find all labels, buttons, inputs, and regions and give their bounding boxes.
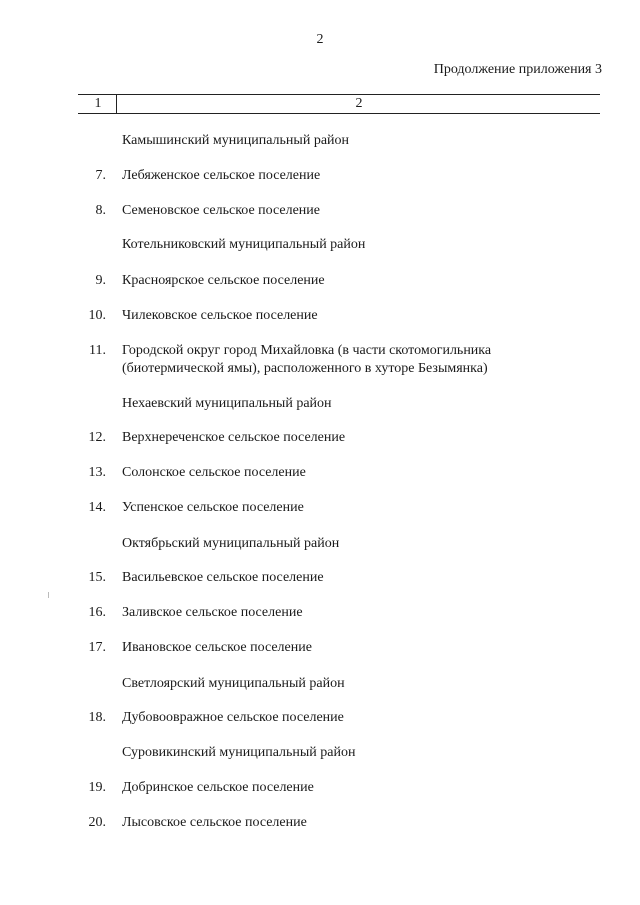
entry-text: Камышинский муниципальный район bbox=[122, 133, 350, 148]
entry-text: Заливское сельское поселение bbox=[122, 605, 303, 620]
entry-text: Суровикинский муниципальный район bbox=[122, 745, 356, 760]
entry-text: Васильевское сельское поселение bbox=[122, 570, 324, 585]
entry-number: 10. bbox=[88, 308, 106, 323]
entry-number: 9. bbox=[95, 273, 106, 288]
table-header-col1: 1 bbox=[94, 96, 102, 111]
entry-text: Светлоярский муниципальный район bbox=[122, 676, 345, 691]
entry-number: 7. bbox=[95, 168, 106, 183]
entry-text: Добринское сельское поселение bbox=[122, 780, 314, 795]
entry-text: Лысовское сельское поселение bbox=[122, 815, 307, 830]
entry-number: 14. bbox=[88, 500, 106, 515]
entry-text: Красноярское сельское поселение bbox=[122, 273, 325, 288]
entry-text: Верхнереченское сельское поселение bbox=[122, 430, 346, 445]
entry-text: Городской округ город Михайловка (в части скотомогильника bbox=[122, 343, 492, 358]
entry-number: 15. bbox=[88, 570, 106, 585]
entry-number: 16. bbox=[88, 605, 106, 620]
entry-text: Лебяженское сельское поселение bbox=[122, 168, 321, 183]
entry-number: 17. bbox=[88, 640, 106, 655]
entry-number: 13. bbox=[88, 465, 106, 480]
entry-number: 11. bbox=[89, 343, 106, 358]
entry-text: (биотермической ямы), расположенного в хуторе Безымянка) bbox=[122, 361, 488, 376]
continuation-label: Продолжение приложения 3 bbox=[433, 62, 602, 77]
entry-text: Семеновское сельское поселение bbox=[122, 203, 321, 218]
table-header-col2: 2 bbox=[355, 96, 363, 111]
entry-number: 18. bbox=[88, 710, 106, 725]
entry-text: Солонское сельское поселение bbox=[122, 465, 306, 480]
page-number: 2 bbox=[316, 32, 324, 47]
entry-number: 20. bbox=[88, 815, 106, 830]
entry-text: Чилековское сельское поселение bbox=[122, 308, 318, 323]
entry-text: Дубовоовражное сельское поселение bbox=[122, 710, 344, 725]
entry-text: Успенское сельское поселение bbox=[122, 500, 304, 515]
entry-number: 12. bbox=[88, 430, 106, 445]
entry-text: Нехаевский муниципальный район bbox=[122, 396, 332, 411]
entry-number: 8. bbox=[95, 203, 106, 218]
entry-text: Котельниковский муниципальный район bbox=[122, 237, 366, 252]
entry-number: 19. bbox=[88, 780, 106, 795]
entry-text: Ивановское сельское поселение bbox=[122, 640, 312, 655]
entry-text: Октябрьский муниципальный район bbox=[122, 536, 340, 551]
